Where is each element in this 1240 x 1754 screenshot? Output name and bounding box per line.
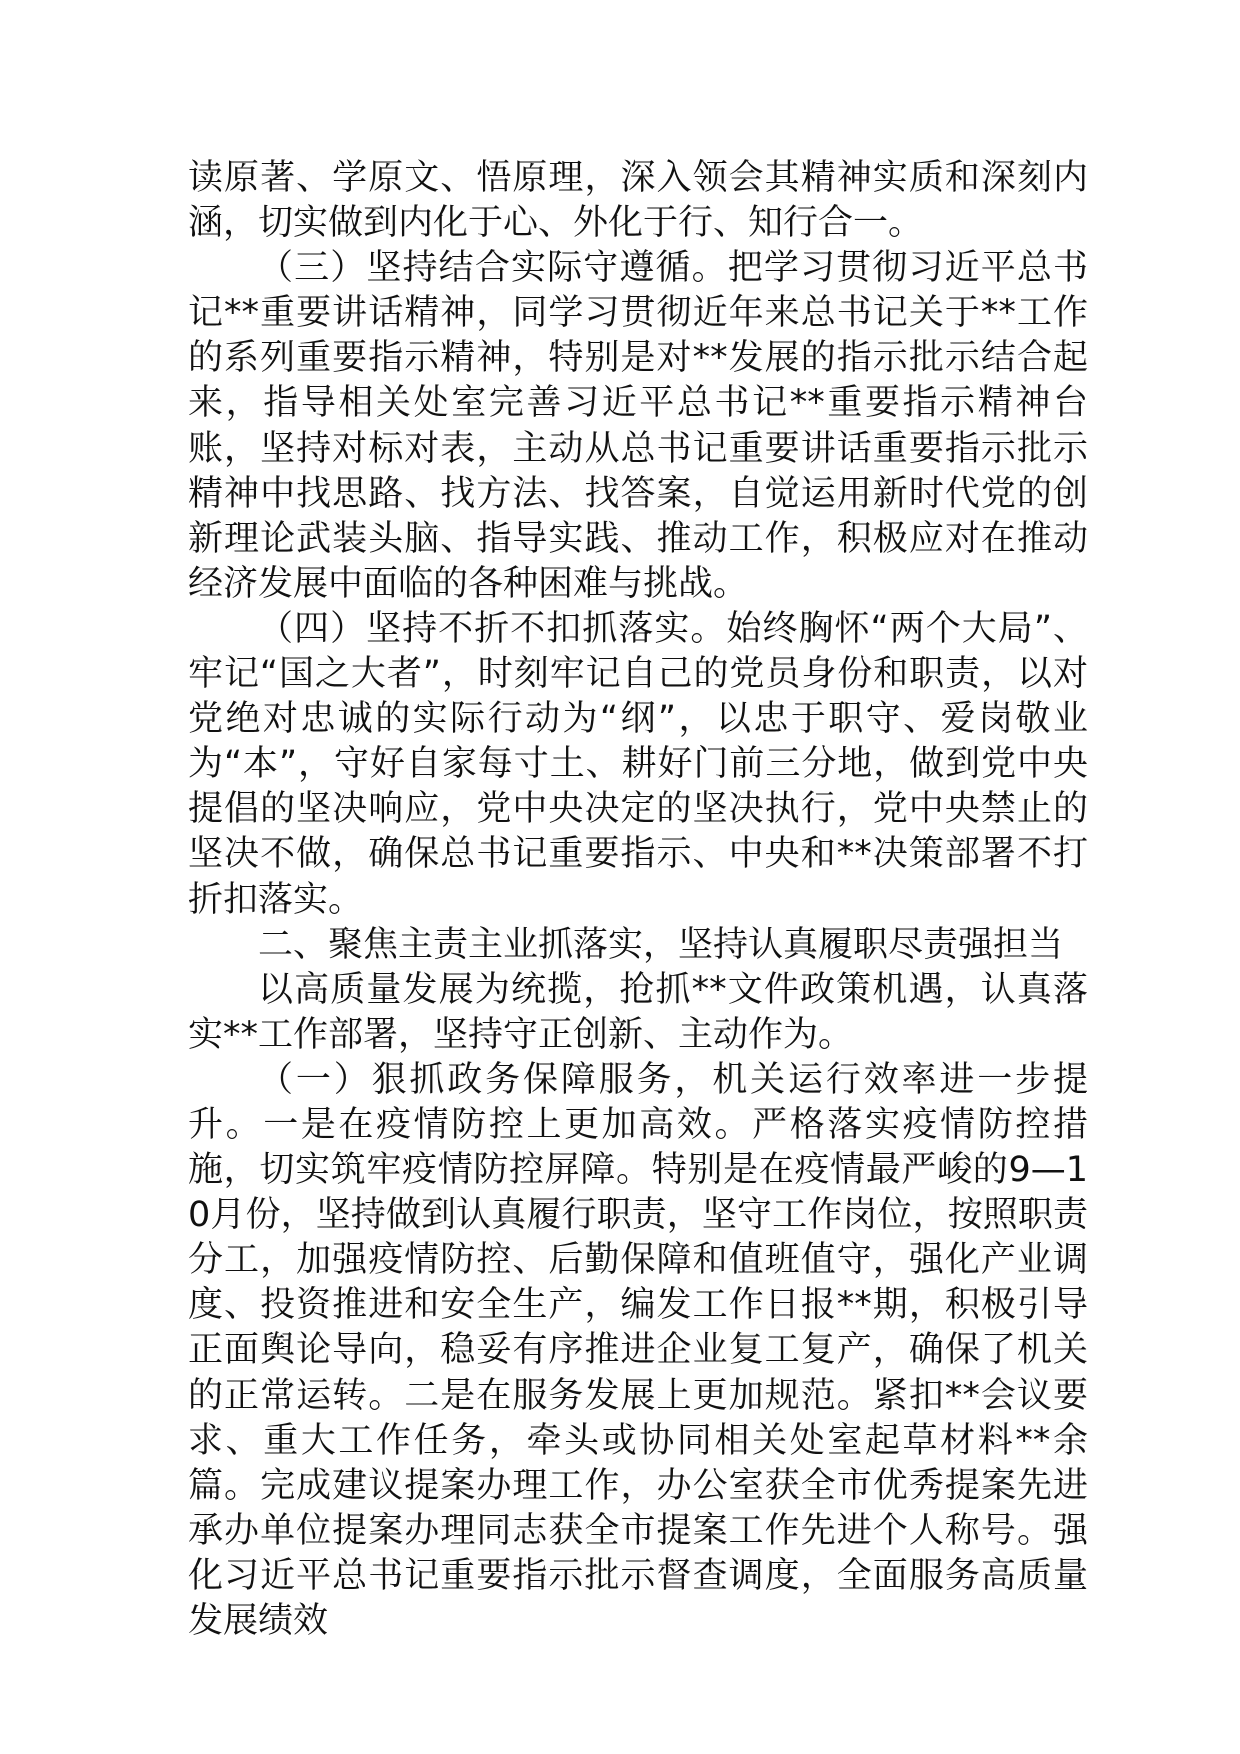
text-line: 对党绝对忠诚的实际行动为“纲”，以忠于职守、爱岗敬	[188, 654, 1088, 740]
paragraph-5	[188, 968, 1088, 1058]
text-line: 涵，切实做到内化于心、外化于行、知行合一。	[188, 203, 924, 244]
text-line: 实筑牢疫情防控屏障。特别是在疫情最严峻的9—10月份，	[188, 1150, 1088, 1236]
text-line: 实**工作部署，坚持守正创新、主动作为。	[188, 1014, 854, 1055]
text-line: 不打折扣落实。	[188, 834, 1088, 920]
text-line: 运转。二是在服务发展上更加规范。紧扣**会议要求、重	[188, 1375, 1088, 1461]
section-heading	[188, 923, 1088, 968]
text-line: 以高质量发展为统揽，抢抓**文件政策机遇，认真落	[258, 969, 1088, 1010]
text-line: 坚持做到认真履行职责，坚守工作岗位，按照职责分工，	[188, 1195, 1088, 1281]
text-line: （三）坚持结合实际守遵循。把学习贯彻习近平总书	[258, 248, 1088, 289]
text-line: 坚持对标对表，主动从总书记重要讲话重要指示批示精神	[188, 428, 1088, 514]
text-line: 中找思路、找方法、找答案，自觉运用新时代党的创新理	[188, 473, 1088, 559]
text-line: 记**重要讲话精神，同学习贯彻近年来总书记关于**工作	[188, 293, 1088, 334]
paragraph-1	[188, 156, 1088, 246]
document-page	[188, 156, 1088, 1644]
text-line: 来，指导相关处室完善习近平总书记**重要指示精神台账，	[188, 383, 1088, 469]
paragraph-3	[188, 607, 1088, 923]
text-line: 大工作任务，牵头或协同相关处室起草材料**余篇。完成	[188, 1420, 1088, 1506]
text-line: 论导向，稳妥有序推进企业复工复产，确保了机关的正常	[188, 1330, 1088, 1416]
text-line: （一）狠抓政务保障服务，机关运行效率进一步提升。	[188, 1059, 1088, 1145]
text-line: 提案办理同志获全市提案工作先进个人称号。强化习近平	[188, 1510, 1088, 1596]
text-line: 论武装头脑、指导实践、推动工作，积极应对在推动经济	[188, 518, 1088, 604]
text-line: 中央提倡的坚决响应，党中央决定的坚决执行，党中央禁	[188, 744, 1088, 830]
text-line: 资推进和安全生产，编发工作日报**期，积极引导正面舆	[188, 1285, 1088, 1371]
text-line: 牢记“国之大者”，时刻牢记自己的党员身份和职责，以	[188, 654, 1053, 695]
text-line: 建议提案办理工作，办公室获全市优秀提案先进承办单位	[188, 1465, 1088, 1551]
paragraph-2	[188, 246, 1088, 607]
text-line: 发展中面临的各种困难与挑战。	[258, 563, 749, 604]
text-line: 读原著、学原文、悟原理，深入领会其精神实质和深刻内	[188, 158, 1088, 198]
text-line: 二、聚焦主责主业抓落实，坚持认真履职尽责强担当	[258, 924, 1064, 965]
text-line: 业为“本”，守好自家每寸土、耕好门前三分地，做到党	[188, 699, 1088, 785]
text-line: 止的坚决不做，确保总书记重要指示、中央和**决策部署	[188, 789, 1088, 875]
text-line: 加强疫情防控、后勤保障和值班值守，强化产业调度、投	[188, 1240, 1088, 1326]
text-line: 总书记重要指示批示督查调度，全面服务高质量发展绩效	[188, 1555, 1088, 1641]
paragraph-6	[188, 1058, 1088, 1644]
text-line: （四）坚持不折不扣抓落实。始终胸怀“两个大局”、	[258, 608, 1088, 649]
text-line: 的系列重要指示精神，特别是对**发展的指示批示结合起	[188, 338, 1088, 379]
text-line: 一是在疫情防控上更加高效。严格落实疫情防控措施，切	[188, 1104, 1088, 1191]
